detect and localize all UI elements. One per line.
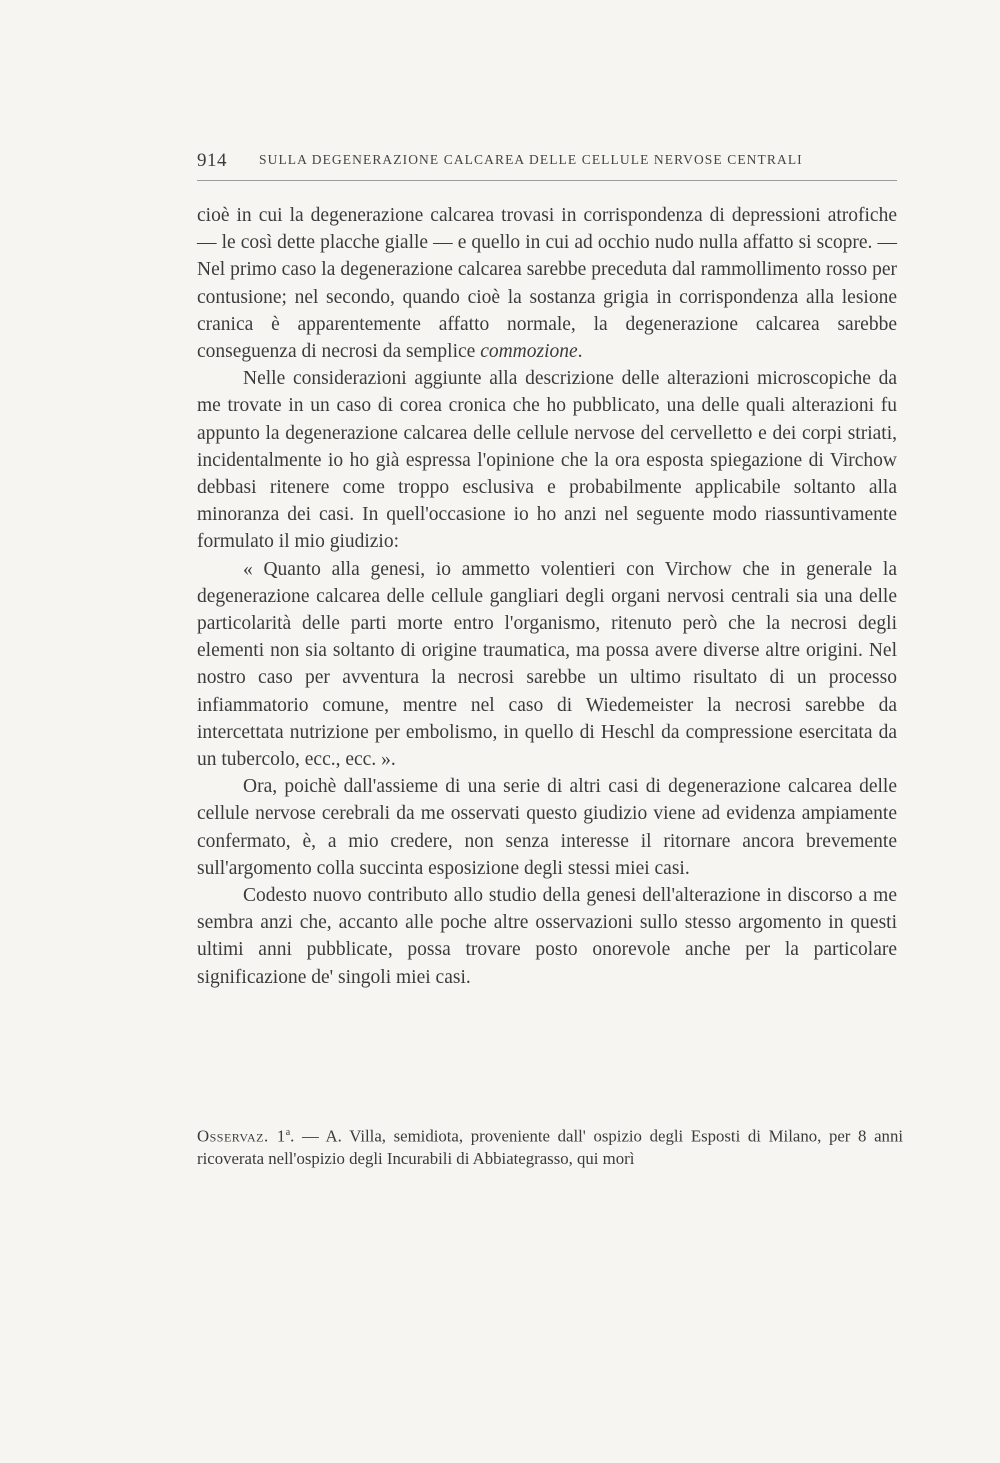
- observation-block: [197, 1122, 903, 1170]
- paragraph-2: Nelle considerazioni aggiunte alla descrizione delle alterazioni microscopiche da me trovate in un caso di corea cronica che ho pubblicato, una delle quali alterazioni fu appunto la degenerazione calcarea delle cellule nervose del cervelletto e dei corpi striati, incidentalmente io ho già espressa l'opinione che la ora esposta spiegazione di Virchow debbasi ritenere come troppo esclusiva e probabilmente applicabile soltanto alla minoranza dei casi. In quell'occasione io ho anzi nel seguente modo riassuntivamente formulato il mio giudizio:: [197, 368, 897, 553]
- observation-label-sup: a: [285, 1127, 291, 1138]
- paragraph-5: Codesto nuovo contributo allo studio della genesi dell'alterazione in discorso a me sembra anzi che, accanto alle poche altre osservazioni sullo stesso argomento in questi ultimi anni pubblicate, possa trovare posto onorevole anche per la particolare significazione de' singoli miei casi.: [197, 885, 897, 988]
- observation-paragraph: [197, 1122, 903, 1170]
- observation-text: . — A. Villa, semidiota, proveniente dall' ospizio degli Esposti di Milano, per 8 anni ricoverata nell'ospizio degli Incurabili di Abbiategrasso, qui morì: [197, 1126, 903, 1168]
- paragraph-1-end: .: [577, 341, 583, 363]
- paragraph-1: [197, 202, 897, 365]
- italic-term: commozione: [480, 341, 578, 363]
- running-title: SULLA DEGENERAZIONE CALCAREA DELLE CELLULE NERVOSE CENTRALI: [259, 152, 803, 167]
- paragraph-4: Ora, poichè dall'assieme di una serie di altri casi di degenerazione calcarea delle cellule nervose cerebrali da me osservati questo giudizio viene ad evidenza ampiamente confermato, è, a mio credere, non senza interesse il ritornare ancora brevemente sull'argomento colla succinta esposizione degli stessi miei casi.: [197, 776, 897, 879]
- paragraph-3-quote: « Quanto alla genesi, io ammetto volentieri con Virchow che in generale la degenerazione calcarea delle cellule gangliari degli organi nervosi centrali sia una delle particolarità delle parti morte entro l'organismo, ritenuto però che la necrosi degli elementi non sia soltanto di origine traumatica, ma possa avere diverse altre origini. Nel nostro caso per avventura la necrosi sarebbe un ultimo risultato di un processo infiammatorio comune, mentre nel caso di Wiedemeister la necrosi sarebbe da intercettata nutrizione per embolismo, in quello di Heschl da compressione esercitata da un tubercolo, ecc., ecc. ».: [197, 558, 897, 771]
- paragraph-1-text: cioè in cui la degenerazione calcarea trovasi in corrispondenza di depressioni atrofiche — le così dette placche gialle — e quello in cui ad occhio nudo nulla affatto si scopre. — Nel primo caso la degenerazione calcarea sarebbe preceduta dal rammollimento rosso per contusione; nel secondo, quando cioè la sostanza grigia in corrispondenza alla lesione cranica è apparentemente affatto normale, la degenerazione calcarea sarebbe conseguenza di necrosi da semplice: [197, 205, 897, 363]
- observation-label: Osservaz. 1: [197, 1126, 286, 1146]
- body-text: [197, 202, 897, 991]
- running-header: [197, 150, 897, 181]
- page-number: 914: [197, 150, 227, 171]
